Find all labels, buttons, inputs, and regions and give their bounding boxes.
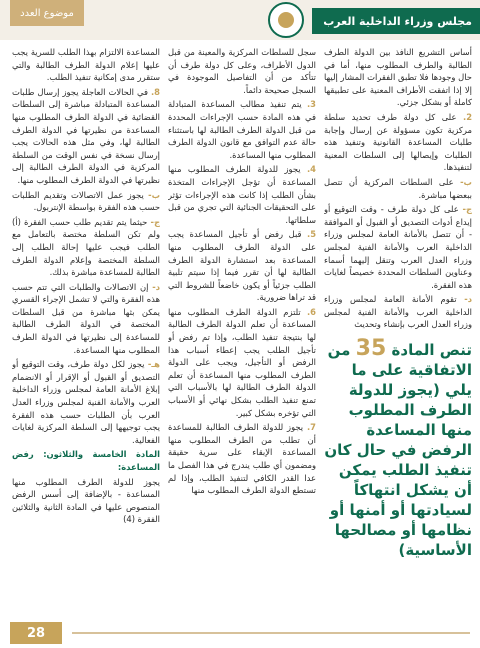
paragraph: د- إن الاتصالات والطلبات التي تتم حسب هذه الفقرة والتي لا تشمل الإجراء القسري يمكن بثها مباشرة من قبل السلطات المختصة في الدولة الطرف الطالبة للمساعدة إلى نظيرتها في الدولة الطرف المطلوب منها المساعدة. — [12, 281, 160, 355]
paragraph: أساس التشريع النافذ بين الدولة الطرف الطالبة والطرف المطلوب منها، أما في حال وجودها فلا تطبق الفقرات المشار إليها إلا إذا اتفقت الأطراف المعنية على تطبيقها كاملة أو بشكل جزئي. — [324, 47, 472, 108]
paragraph: ج- على كل دولة طرف - وقت التوقيع أو إيداع أدوات التصديق أو القبول أو الموافقة - أن تتصل بالأمانة العامة لمجلس وزراء الداخلية العرب والأمانة الفنية لمجلس وزراء العدل العرب وتنقل إليهما أسماء وعناوين السلطات المحددة خصيصاً لغايات هذه الفقرة. — [324, 204, 472, 290]
paragraph: 2. على كل دولة طرف تحديد سلطة مركزية تكون مسؤولة عن إرسال وإجابة طلبات المساعدة القانونية وتنفيذ هذه الطلبات وإيصالها إلى السلطات المعنية لتنفيذها. — [324, 111, 472, 173]
issue-topic-tab — [10, 0, 84, 26]
column-right — [324, 46, 472, 614]
page-number: 28 — [10, 622, 62, 644]
footer-divider — [72, 632, 470, 634]
paragraph: ج- حيثما يتم تقديم طلب حسب الفقرة (أ) ولم تكن السلطة مختصة بالتعامل مع الطلب فيجب عليها إحالة الطلب إلى السلطة المختصة وإعلام الدولة الطرف الطالبة للمساعدة مباشرة بذلك. — [12, 216, 160, 278]
paragraph: 6. تلتزم الدولة الطرف المطلوب منها المساعدة أن تعلم الدولة الطرف الطالبة لها بنتيجة تنفيذ الطلب، وإذا تم رفض أو تأجيل الطلب يجب إعطاء أسباب هذا الرفض أو التأجيل، ويجب على الدولة الطرف المطلوب منها المساعدة أن تعلم الدولة الطرف الطالبة لها بالأسباب التي تمنع تنفيذ الطلب بشكل نهائي أو الأسباب التي تؤخره بشكل كبير. — [168, 306, 316, 418]
magazine-title-bar — [312, 8, 480, 34]
paragraph: 5. قبل رفض أو تأجيل المساعدة يجب على الدولة الطرف المطلوب منها المساعدة بعد استشارة الدولة الطرف الطالبة لها أن تقرر فيما إذا سيتم تلبية الطلب جزئياً أو يكون خاضعاً للشروط التي قد تراها ضرورية. — [168, 229, 316, 303]
section-heading: المادة الخامسة والثلاثون: رفض المساعدة: — [12, 449, 160, 472]
paragraph: 8. في الحالات العاجلة يجوز إرسال طلبات المساعدة المتبادلة مباشرة إلى السلطات القضائية في الدولة الطرف المطلوب منها المساعدة من نظيرتها في الدولة الطرف الطالبة لها، وفي مثل هذه الحالات يجب إرسال نسخة في نفس الوقت من السلطة المركزية في الدولة الطرف الطالبة إلى نظيرتها في الدولة الطرف المطلوب منها. — [12, 86, 160, 185]
paragraph: ب- يجوز عمل الاتصالات وتقديم الطلبات حسب هذه الفقرة بواسطة الإنتربول. — [12, 189, 160, 213]
pull-quote: تنص المادة 35 من الاتفاقية على ما يلي (يجوز للدولة الطرف المطلوب منها المساعدة الرفض في حال كان تنفيذ الطلب يمكن أن يشكل انتهاكاً لسيادتها أو أمنها أو نظامها أو مصالحها الأساسية) — [324, 336, 472, 560]
paragraph: المساعدة الالتزام بهذا الطلب للسرية يجب عليها إعلام الدولة الطرف الطالبة والتي ستقرر مدى إمكانية تنفيذ الطلب. — [12, 47, 160, 83]
issue-topic-label: موضوع العدد — [20, 7, 74, 19]
magazine-title: مجلس وزراء الداخلية العرب — [323, 14, 472, 28]
paragraph: د- تقوم الأمانة العامة لمجلس وزراء الداخلية العرب والأمانة الفنية لمجلس وزراء العدل العرب بإنشاء وتحديث — [324, 294, 472, 330]
page-header — [0, 0, 480, 40]
paragraph: 7. يجوز للدولة الطرف الطالبة للمساعدة أن تطلب من الطرف المطلوب منها المساعدة الإبقاء على سرية حقيقة ومضمون أي طلب يندرج في هذا الفصل ما عدا القدر الكافي لتنفيذ الطلب، وإذا لم تستطع الدولة الطرف المطلوب منها — [168, 422, 316, 496]
paragraph: هـ- يجوز لكل دولة طرف، وقت التوقيع أو التصديق أو القبول أو الإقرار أو الانضمام إبلاغ الأمانة العامة لمجلس وزراء الداخلية العرب والأمانة الفنية لمجلس وزراء العدل العرب بأن الطلبات حسب هذه الفقرة يجب توجيهها إلى السلطة المركزية لغايات الفعالية. — [12, 359, 160, 445]
council-logo-icon — [268, 2, 304, 38]
paragraph: يجوز للدولة الطرف المطلوب منها المساعدة - بالإضافة إلى أسس الرفض المنصوص عليها في المادة الثانية والثلاثين الفقرة (4) — [12, 476, 160, 525]
paragraph: ب- على السلطات المركزية أن تتصل ببعضها مباشرة. — [324, 176, 472, 200]
page-footer — [0, 618, 480, 648]
paragraph: 4. يجوز للدولة الطرف المطلوب منها المساعدة أن تؤجل الإجراءات المتخذة بشأن الطلب إذا كانت هذه الإجراءات تؤثر على التحقيقات الجنائية التي تجري من قبل سلطاتها. — [168, 164, 316, 225]
paragraph: 3. يتم تنفيذ مطالب المساعدة المتبادلة في هذه المادة حسب الإجراءات المحددة من قبل الدولة الطرف الطالبة لها باستثناء حالة عدم التوافق مع قانون الدولة الطرف المطلوب منها المساعدة. — [168, 99, 316, 160]
article-body — [10, 46, 472, 614]
paragraph: سجل للسلطات المركزية والمعينة من قبل الدول الأطراف، وعلى كل دولة طرف أن تتأكد من أن التفاصيل الموجودة في السجل صحيحة دائماً. — [168, 47, 316, 95]
column-left — [12, 46, 160, 614]
column-middle — [168, 46, 316, 614]
